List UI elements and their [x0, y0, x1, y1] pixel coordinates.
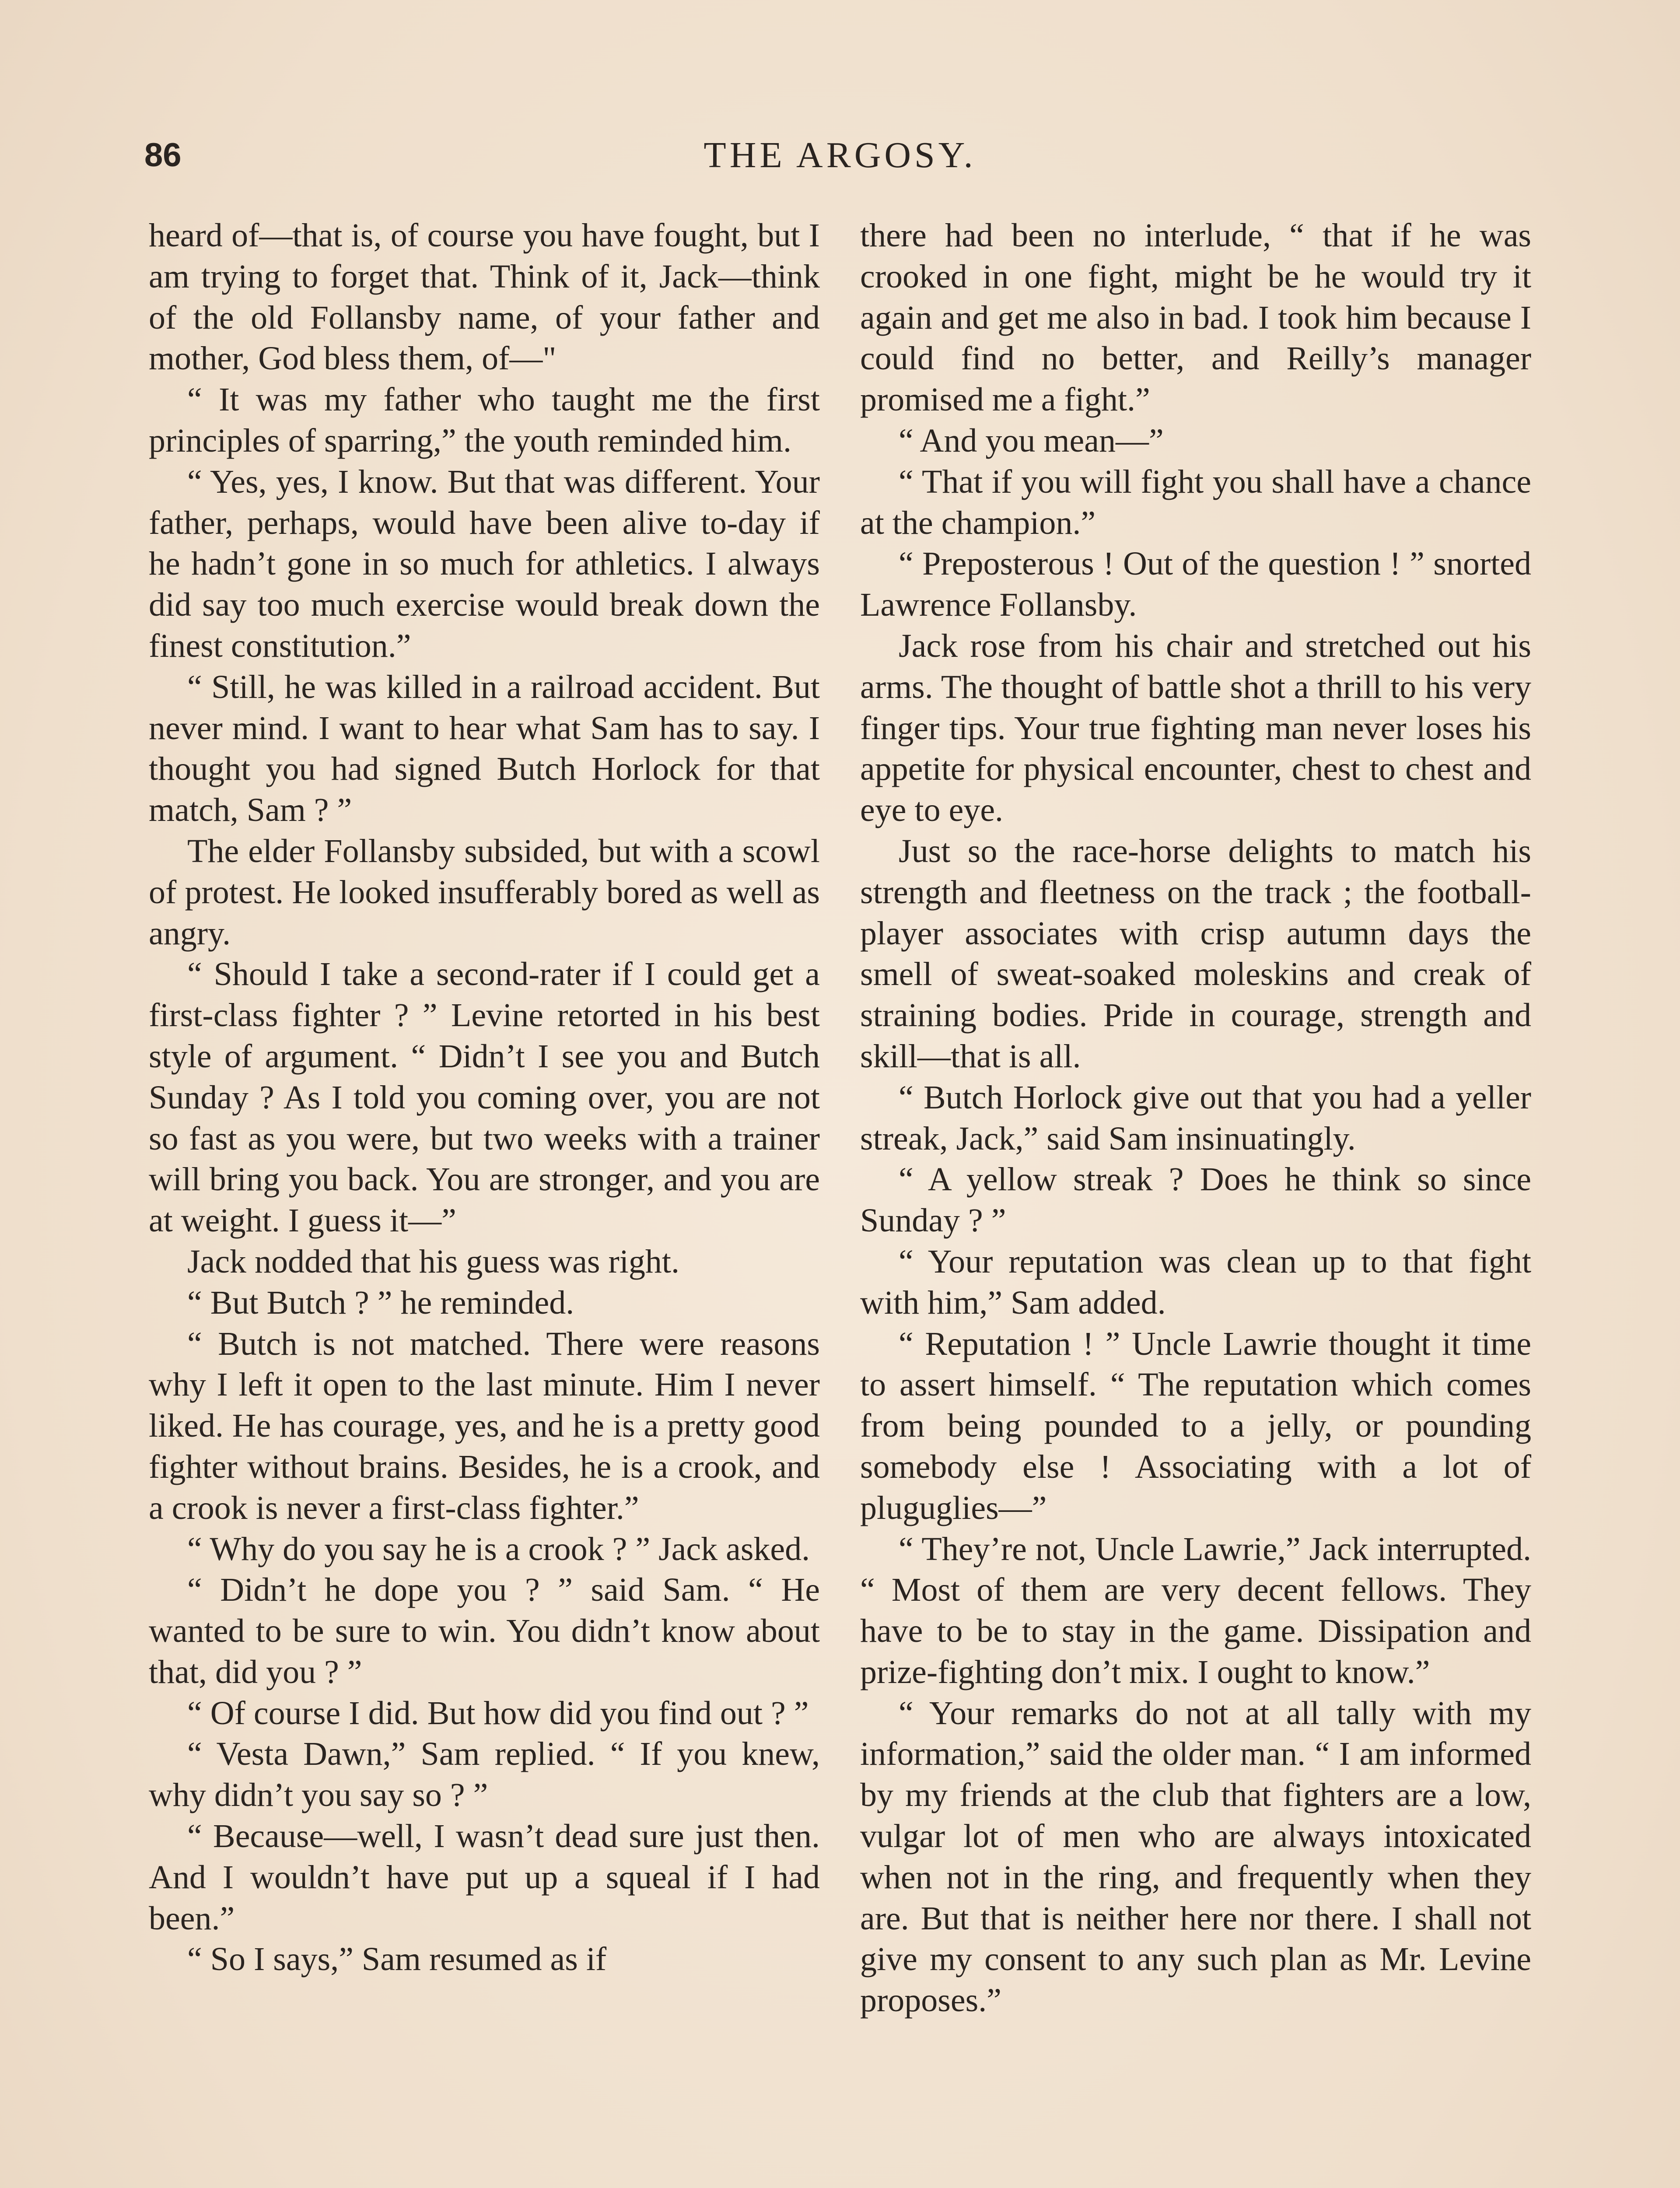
paragraph: “ Reputation ! ” Uncle Lawrie thought it time to assert himself. “ The reputation which comes from being pounded to a jelly, or pounding somebody else ! Associating with a lot of pluguglies—”: [860, 1325, 1531, 1526]
paragraph: heard of—that is, of course you have fought, but I am trying to forget that. Think of it, Jack—think of the old Follansby name, of your father and mother, God bless them, of—": [149, 217, 820, 377]
paragraph: “ And you mean—”: [899, 422, 1164, 459]
paragraph: “ Vesta Dawn,” Sam replied. “ If you knew, why didn’t you say so ? ”: [149, 1736, 820, 1814]
paragraph: “ A yellow streak ? Does he think so since Sunday ? ”: [860, 1161, 1531, 1239]
paragraph: “ Because—well, I wasn’t dead sure just then. And I wouldn’t have put up a squeal if I had been.”: [149, 1818, 820, 1937]
paragraph: Jack nodded that his guess was right.: [187, 1243, 680, 1280]
paragraph: The elder Follansby subsided, but with a scowl of protest. He looked insufferably bored as well as angry.: [149, 832, 820, 952]
paragraph: “ Yes, yes, I know. But that was different. Your father, perhaps, would have been alive to-day if he hadn’t gone in so much for athletics. I always did say too much exercise would break down the finest constitution.”: [149, 463, 820, 664]
paragraph: “ So I says,” Sam resumed as if: [187, 1941, 607, 1978]
paragraph: Just so the race-horse delights to match his strength and fleetness on the track ; the football-player associates with crisp autumn days the smell of sweat-soaked moleskins and creak of straining bodies. Pride in courage, strength and skill—that is all.: [860, 832, 1531, 1075]
page-header: [144, 131, 1536, 188]
paragraph: “ But Butch ? ” he reminded.: [187, 1284, 574, 1321]
paragraph: “ It was my father who taught me the first principles of sparring,” the youth reminded him.: [149, 381, 820, 459]
right-text-column: [860, 215, 1531, 2021]
page-number: 86: [144, 137, 182, 174]
paragraph: “ Of course I did. But how did you find out ? ”: [187, 1694, 809, 1732]
paragraph: “ Butch is not matched. There were reasons why I left it open to the last minute. Him I never liked. He has courage, yes, and he is a pretty good fighter without brains. Besides, he is a crook, and a crook is never a first-class fighter.”: [149, 1325, 820, 1526]
paragraph: Jack rose from his chair and stretched out his arms. The thought of battle shot a thrill to his very finger tips. Your true fighting man never loses his appetite for physical encounter, chest to chest and eye to eye.: [860, 627, 1531, 829]
paragraph: “ Your remarks do not at all tally with my information,” said the older man. “ I am informed by my friends at the club that fighters are a low, vulgar lot of men who are always intoxicated when not in the ring, and frequently when they are. But that is neither here nor there. I shall not give my consent to any such plan as Mr. Levine proposes.”: [860, 1694, 1531, 2019]
paragraph: “ That if you will fight you shall have a chance at the champion.”: [860, 463, 1531, 541]
paragraph: “ Why do you say he is a crook ? ” Jack asked.: [187, 1530, 810, 1567]
paragraph: there had been no interlude, “ that if he was crooked in one fight, might be he would try it again and get me also in bad. I took him because I could find no better, and Reilly’s manager promised me a fight.”: [860, 217, 1531, 418]
paragraph: “ They’re not, Uncle Lawrie,” Jack interrupted. “ Most of them are very decent fellows. They have to be to stay in the game. Dissipation and prize-fighting don’t mix. I ought to know.”: [860, 1530, 1531, 1690]
paragraph: “ Preposterous ! Out of the question ! ” snorted Lawrence Follansby.: [860, 545, 1531, 624]
paragraph: “ Still, he was killed in a railroad accident. But never mind. I want to hear what Sam has to say. I thought you had signed Butch Horlock for that match, Sam ? ”: [149, 668, 820, 829]
paragraph: “ Your reputation was clean up to that fight with him,” Sam added.: [860, 1243, 1531, 1321]
paragraph: “ Didn’t he dope you ? ” said Sam. “ He wanted to be sure to win. You didn’t know about that, did you ? ”: [149, 1571, 820, 1690]
paragraph: “ Butch Horlock give out that you had a yeller streak, Jack,” said Sam insinuatingly.: [860, 1079, 1531, 1157]
left-text-column: [149, 215, 820, 1980]
paragraph: “ Should I take a second-rater if I could get a first-class fighter ? ” Levine retorted in his best style of argument. “ Didn’t I see you and Butch Sunday ? As I told you coming over, you are not so fast as you were, but two weeks with a trainer will bring you back. You are stronger, and you are at weight. I guess it—”: [149, 956, 820, 1239]
running-title: THE ARGOSY.: [704, 135, 976, 175]
